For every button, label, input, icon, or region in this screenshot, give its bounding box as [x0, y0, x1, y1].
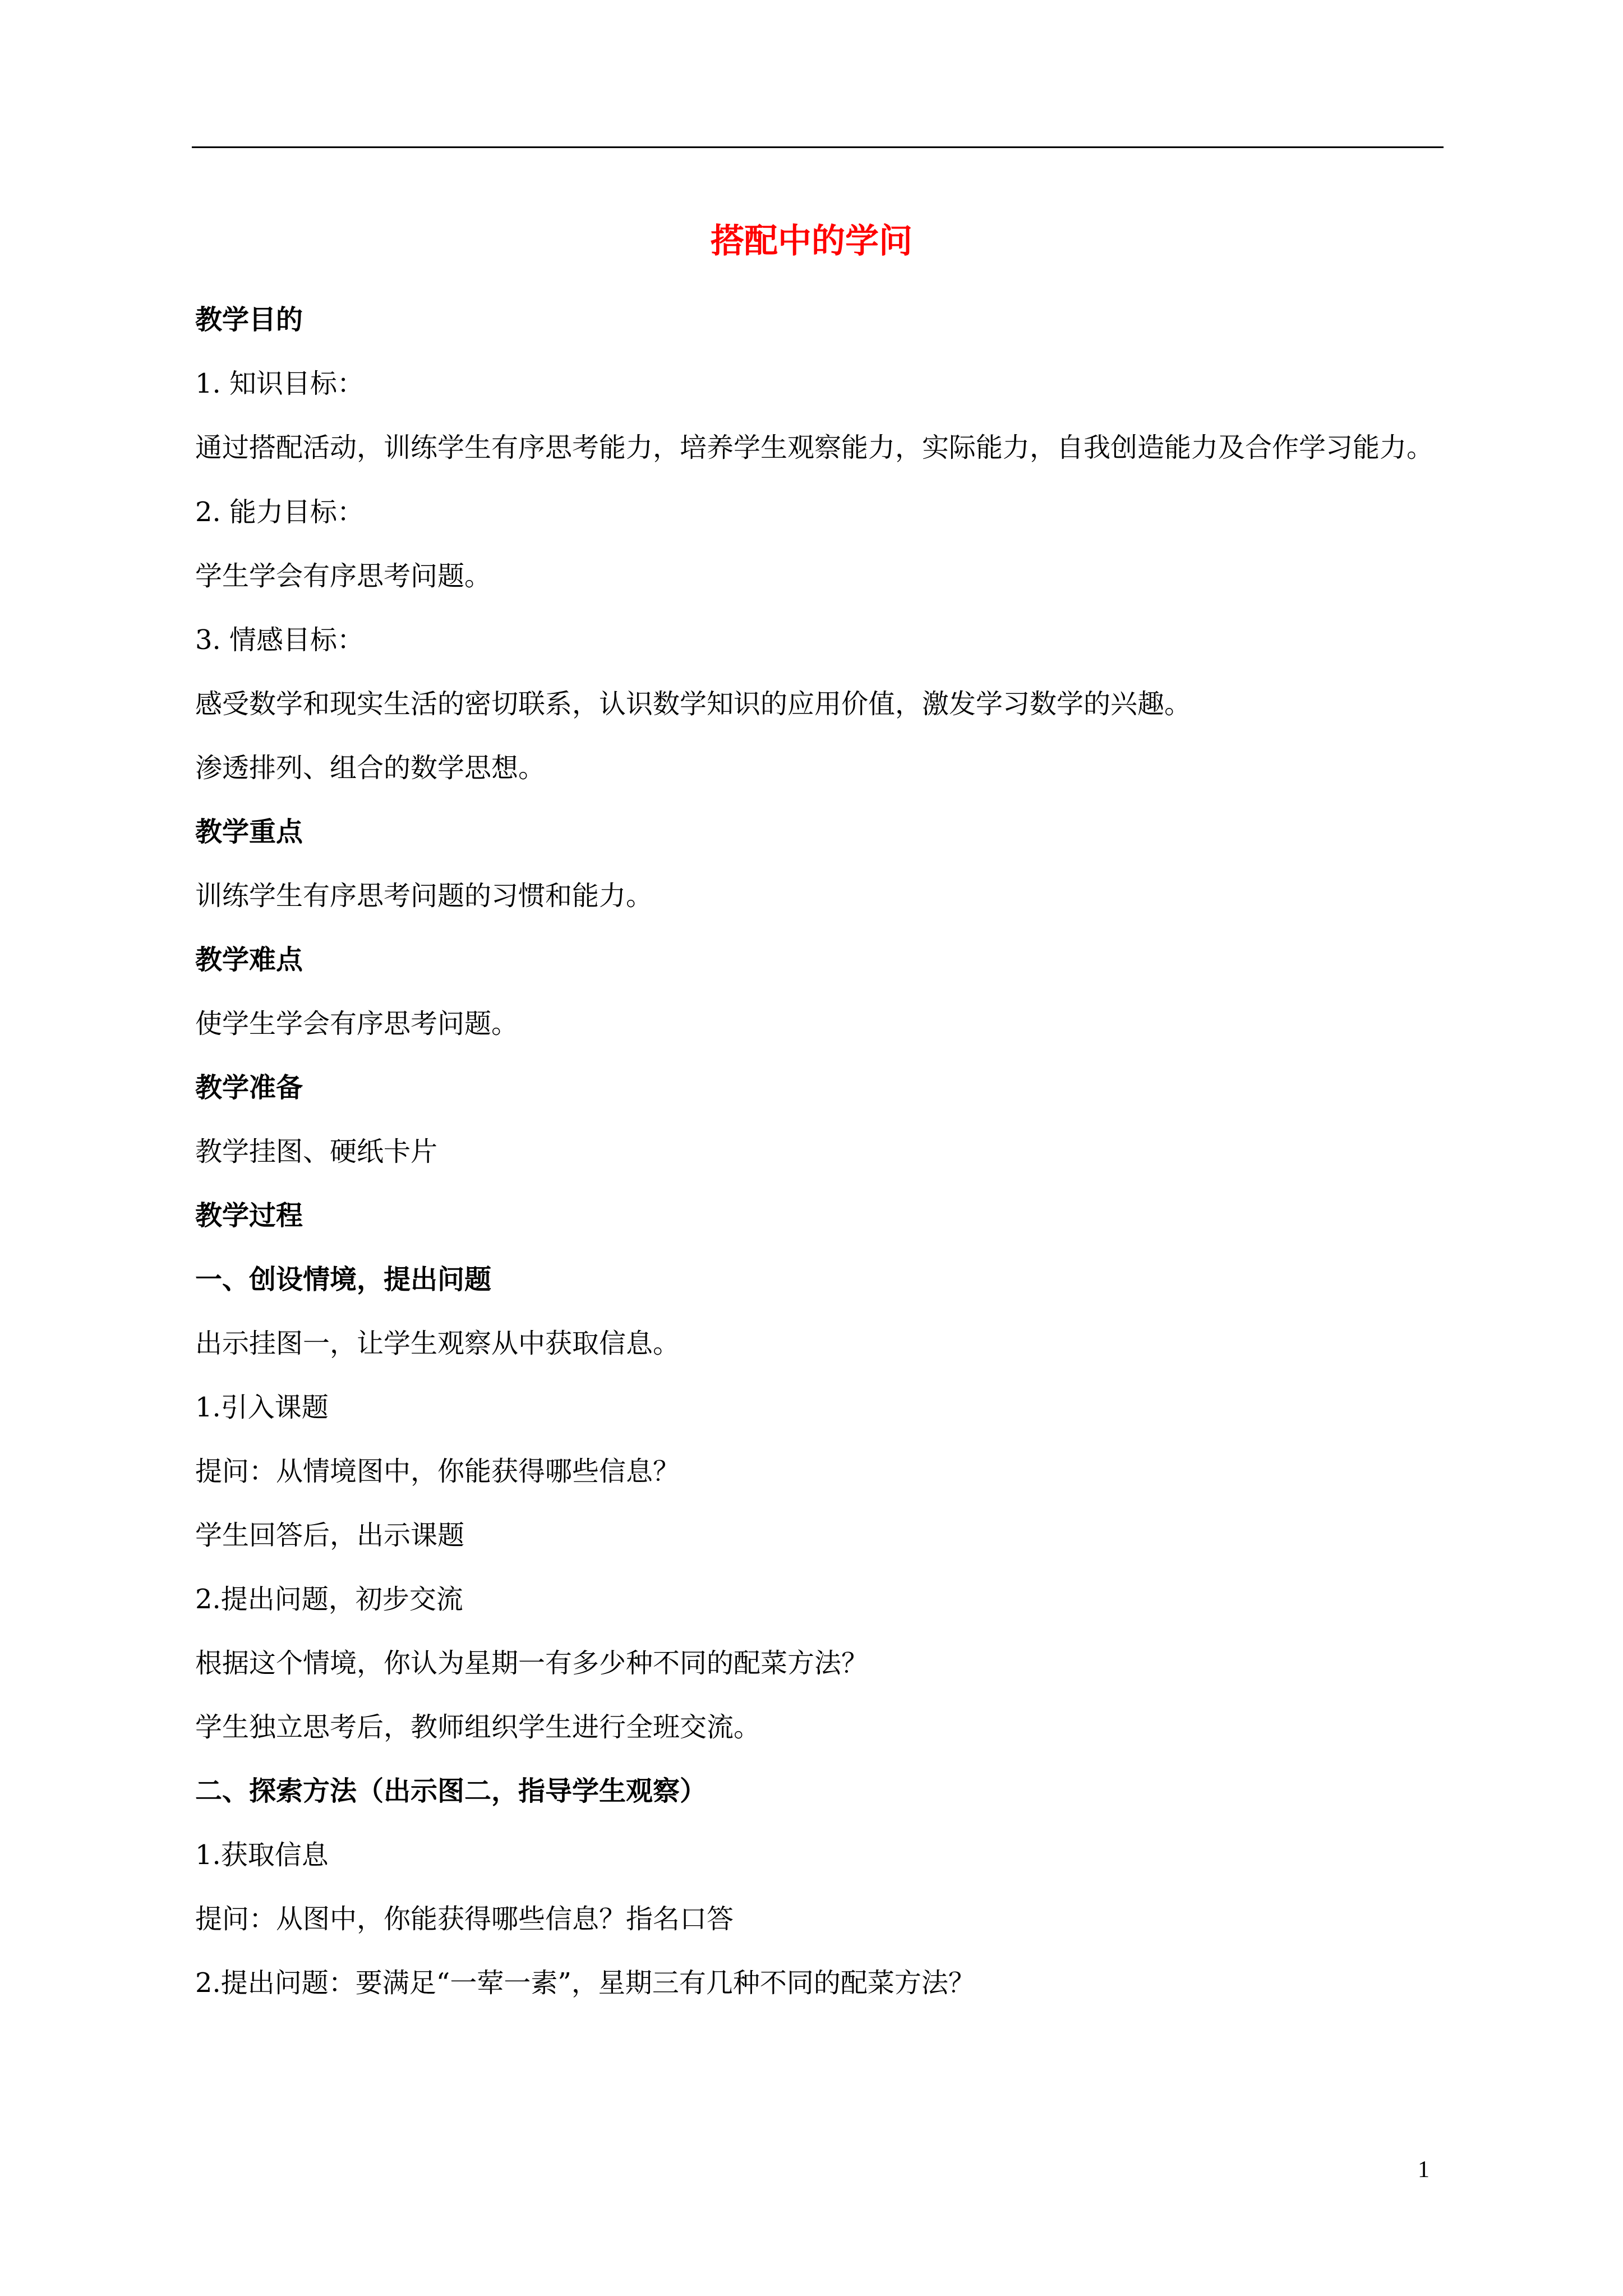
- paragraph-ability-goal-text: 学生学会有序思考问题。: [195, 560, 492, 592]
- page-number: 1: [1418, 2157, 1430, 2183]
- heading-section-one: 一、创设情境，提出问题: [195, 1264, 492, 1295]
- paragraph-raise-question: 2.提出问题，初步交流: [195, 1584, 463, 1615]
- paragraph-knowledge-goal-text: 通过搭配活动，训练学生有序思考能力，培养学生观察能力，实际能力，自我创造能力及合作学习能力。: [195, 432, 1434, 463]
- paragraph-emotion-goal-label: 3. 情感目标：: [195, 624, 365, 656]
- document-body: [195, 288, 1444, 2015]
- paragraph-class-discussion: 学生独立思考后，教师组织学生进行全班交流。: [195, 1711, 761, 1743]
- paragraph-question-scene: 提问：从情境图中，你能获得哪些信息？: [195, 1456, 680, 1487]
- heading-teaching-difficulty: 教学难点: [195, 944, 303, 976]
- paragraph-teaching-difficulty: 使学生学会有序思考问题。: [195, 1008, 519, 1039]
- document-title: 搭配中的学问: [711, 222, 912, 261]
- paragraph-teaching-focus: 训练学生有序思考问题的习惯和能力。: [195, 880, 653, 912]
- heading-teaching-focus: 教学重点: [195, 816, 303, 848]
- paragraph-ability-goal-label: 2. 能力目标：: [195, 496, 365, 528]
- paragraph-question-figure: 提问：从图中，你能获得哪些信息？指名口答: [195, 1903, 734, 1935]
- paragraph-introduce-topic: 1.引入课题: [195, 1392, 329, 1423]
- heading-teaching-objectives: 教学目的: [195, 304, 303, 335]
- paragraph-wednesday-question: 2.提出问题：要满足“一荤一素”，星期三有几种不同的配菜方法？: [195, 1967, 975, 1999]
- header-rule: [192, 146, 1444, 148]
- paragraph-get-information: 1.获取信息: [195, 1839, 329, 1871]
- paragraph-combination-thinking: 渗透排列、组合的数学思想。: [195, 752, 546, 784]
- heading-section-two: 二、探索方法（出示图二，指导学生观察）: [195, 1775, 707, 1807]
- paragraph-show-topic: 学生回答后，出示课题: [195, 1520, 465, 1551]
- paragraph-teaching-preparation: 教学挂图、硬纸卡片: [195, 1136, 438, 1167]
- paragraph-show-figure-one: 出示挂图一，让学生观察从中获取信息。: [195, 1328, 680, 1359]
- heading-teaching-process: 教学过程: [195, 1200, 303, 1231]
- paragraph-monday-question: 根据这个情境，你认为星期一有多少种不同的配菜方法？: [195, 1648, 869, 1679]
- paragraph-knowledge-goal-label: 1. 知识目标：: [195, 368, 365, 399]
- paragraph-emotion-goal-text: 感受数学和现实生活的密切联系，认识数学知识的应用价值，激发学习数学的兴趣。: [195, 688, 1192, 720]
- heading-teaching-preparation: 教学准备: [195, 1072, 303, 1103]
